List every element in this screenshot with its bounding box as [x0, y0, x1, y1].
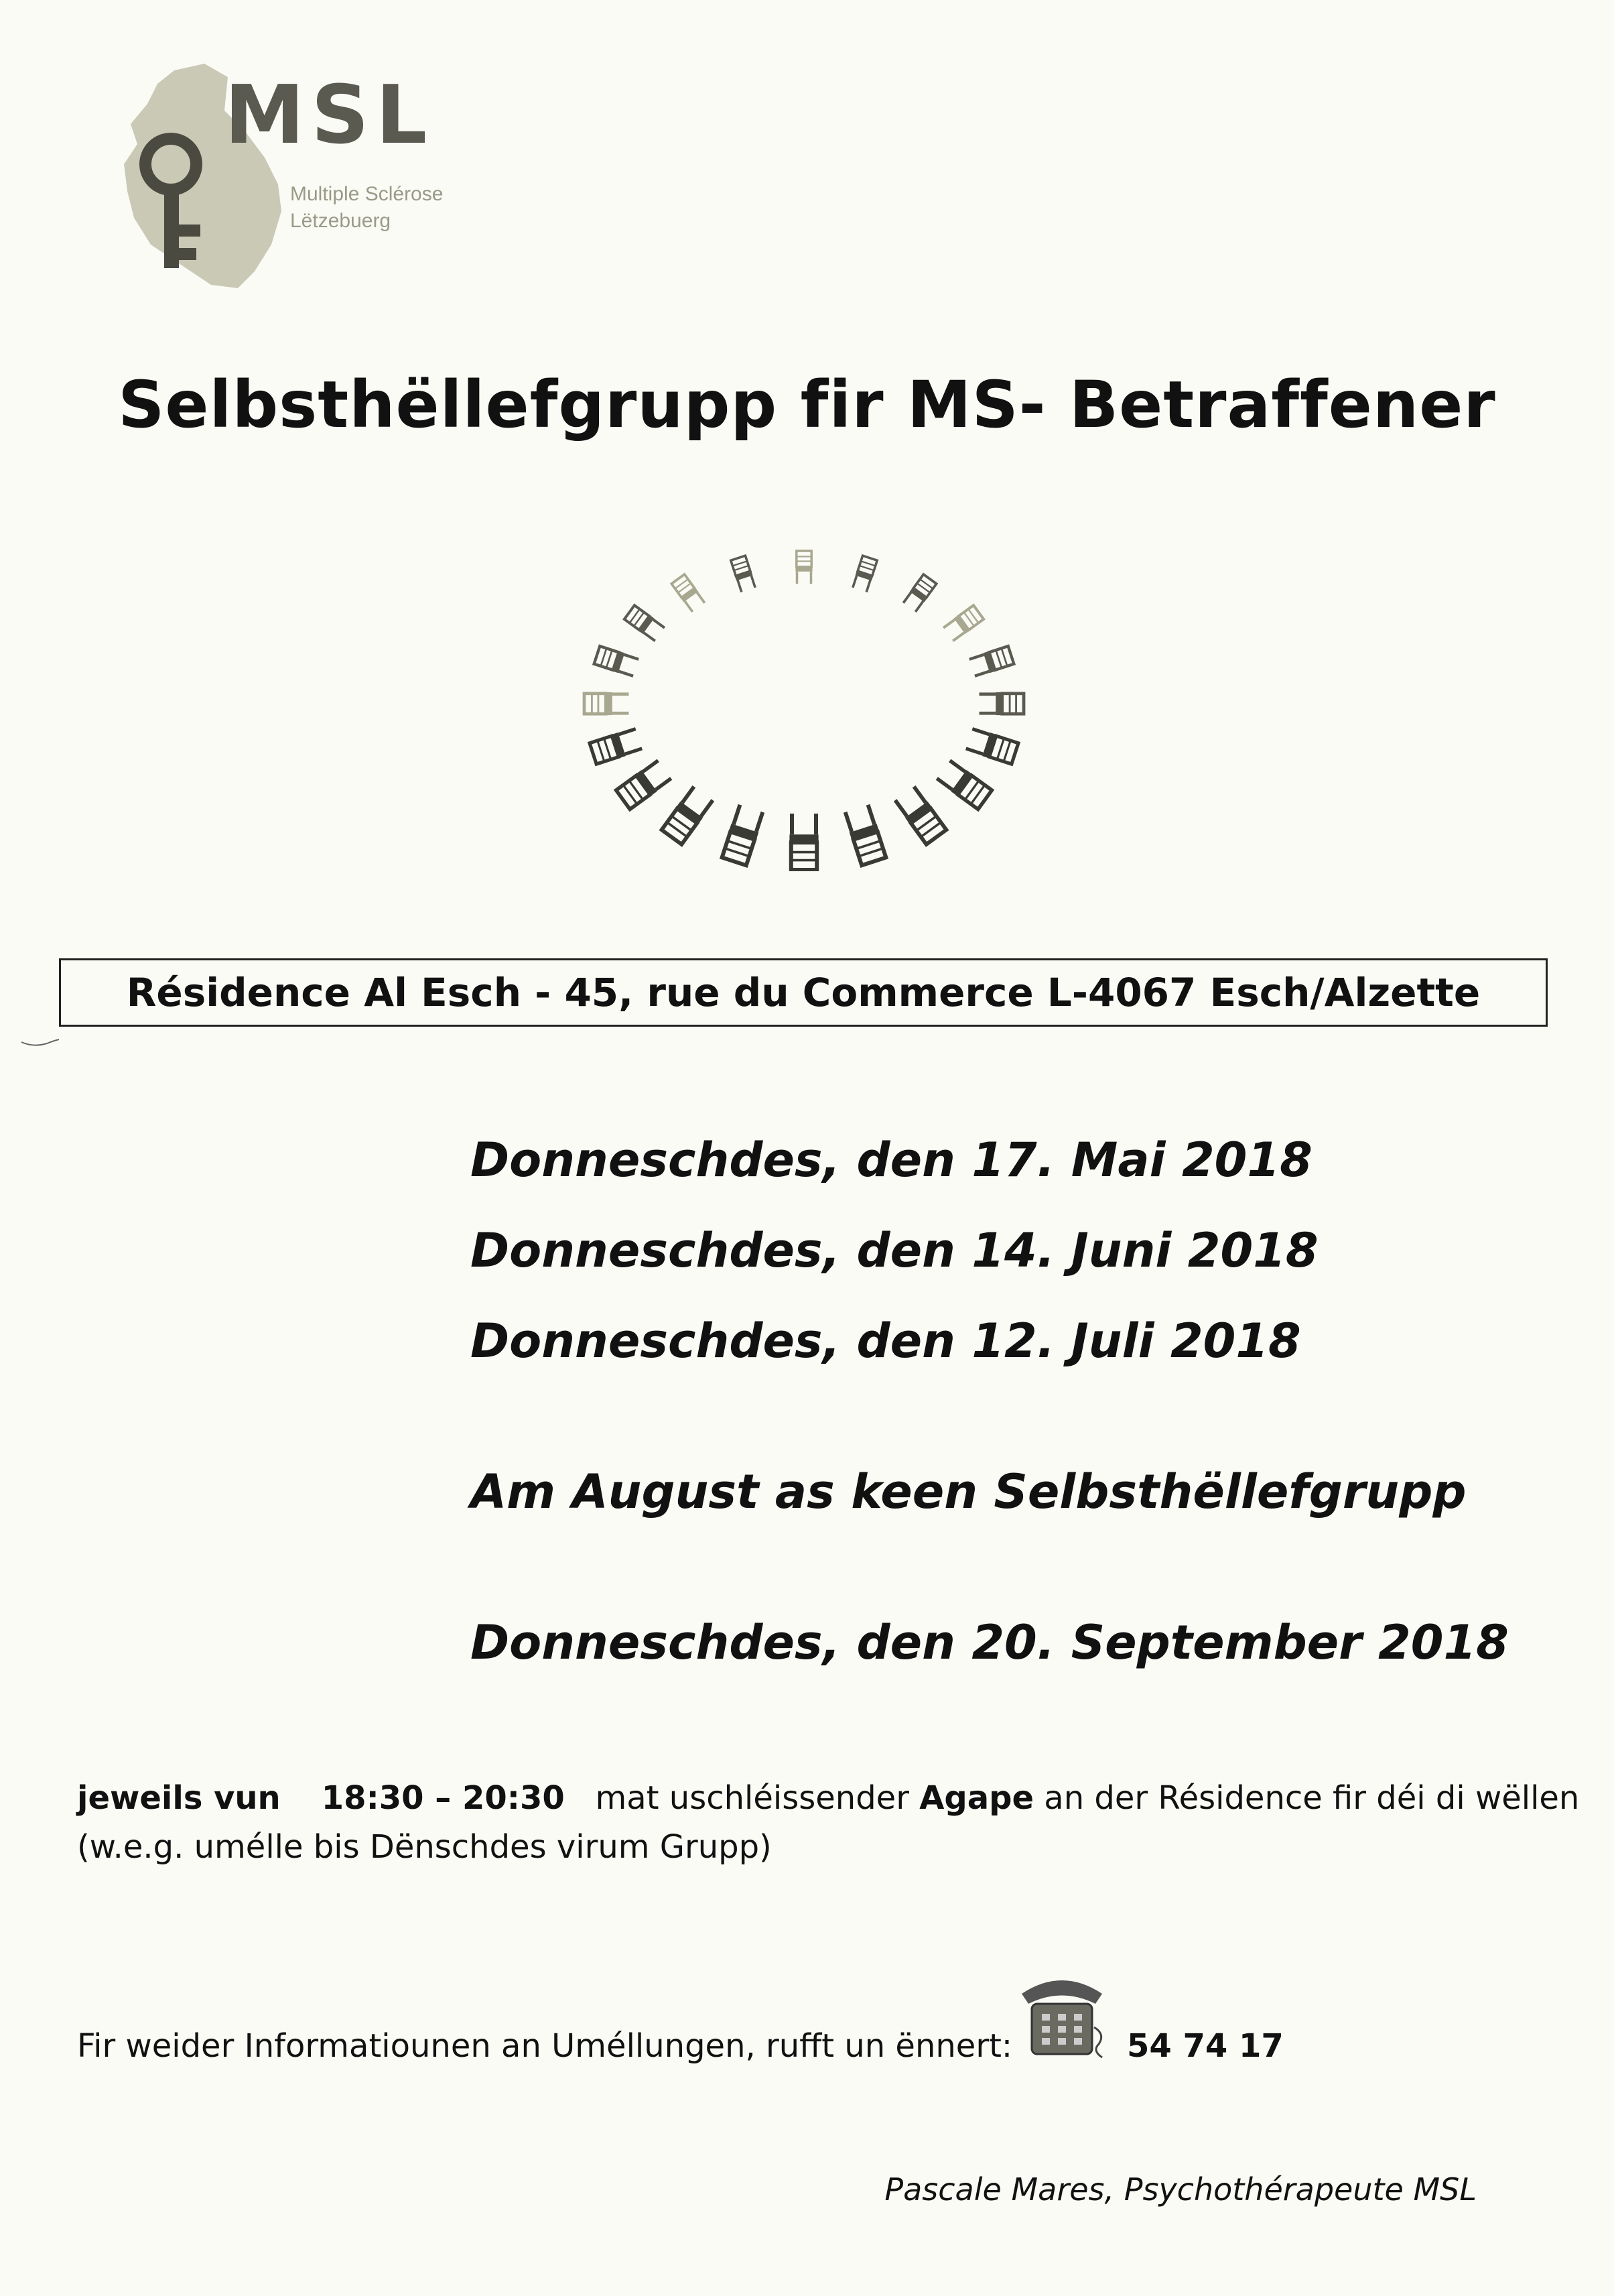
chair-icon — [943, 604, 984, 642]
logo-abbr: MSL — [224, 69, 434, 162]
schedule-time: 18:30 – 20:30 — [321, 1779, 565, 1817]
schedule-text-before: mat uschléissender — [595, 1779, 909, 1817]
chair-icon — [671, 574, 706, 613]
chair-icon — [843, 804, 887, 866]
msl-logo — [111, 57, 486, 298]
page-title: Selbsthëllefgrupp fir MS- Betraffener — [118, 367, 1496, 442]
chair-icon — [615, 759, 672, 810]
scan-mark — [20, 1035, 60, 1049]
date-2: Donneschdes, den 14. Juni 2018 — [470, 1223, 1319, 1278]
schedule-line-2: (w.e.g. umélle bis Dënschdes virum Grupp) — [77, 1828, 772, 1866]
chair-icon — [795, 551, 812, 584]
chairs-circle-illustration — [569, 523, 1038, 871]
chair-icon — [893, 785, 947, 846]
schedule-label: jeweils vun — [77, 1779, 281, 1817]
chair-icon — [624, 604, 665, 642]
date-september: Donneschdes, den 20. September 2018 — [470, 1615, 1509, 1670]
chair-icon — [589, 727, 643, 765]
date-3: Donneschdes, den 12. Juli 2018 — [470, 1314, 1301, 1368]
logo-line-2: Lëtzebuerg — [290, 210, 391, 232]
schedule-line-1 — [77, 1779, 1579, 1817]
date-1: Donneschdes, den 17. Mai 2018 — [470, 1133, 1313, 1188]
chair-icon — [902, 574, 937, 613]
contact-text: Fir weider Informatiounen an Uméllungen, rufft un ënnert: — [77, 2027, 1013, 2065]
telephone-icon — [1015, 1967, 1109, 2064]
agape-label: Agape — [919, 1779, 1034, 1817]
phone-number: 54 74 17 — [1127, 2027, 1284, 2065]
chair-icon — [594, 645, 639, 678]
address-text: Résidence Al Esch - 45, rue du Commerce L-4067 Esch/Alzette — [126, 970, 1481, 1015]
logo-line-1: Multiple Sclérose — [290, 183, 444, 205]
signature: Pascale Mares, Psychothérapeute MSL — [884, 2171, 1477, 2208]
chair-icon — [661, 785, 715, 846]
chair-icon — [969, 645, 1014, 678]
chair-icon — [980, 692, 1024, 715]
chair-icon — [584, 692, 629, 715]
chair-icon — [789, 814, 818, 870]
address-box — [59, 958, 1548, 1027]
chair-icon — [730, 556, 756, 592]
august-note: Am August as keen Selbsthëllefgrupp — [470, 1464, 1467, 1519]
schedule-text-after: an der Résidence fir déi di wëllen — [1044, 1779, 1580, 1817]
chair-icon — [935, 759, 992, 810]
chair-icon — [965, 727, 1019, 765]
chair-icon — [852, 556, 878, 592]
chair-icon — [720, 804, 764, 866]
